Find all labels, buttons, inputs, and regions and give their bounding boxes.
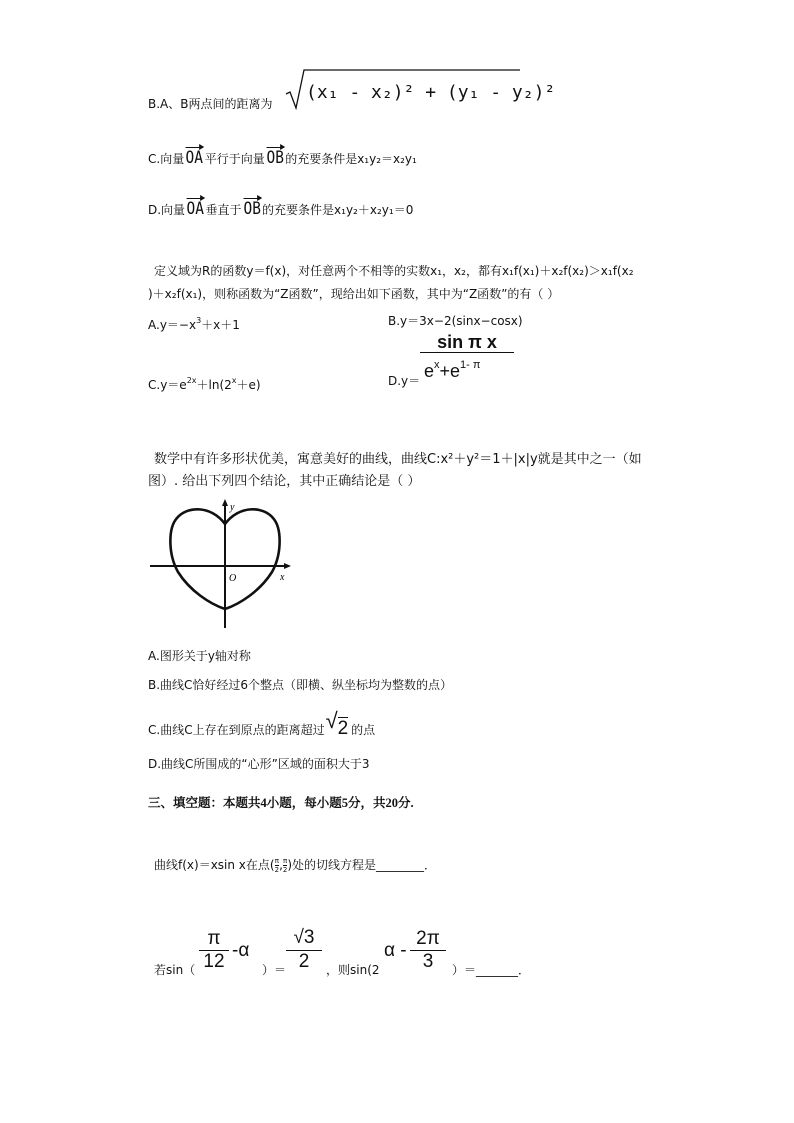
minus-alpha: -α	[232, 940, 250, 961]
option-c: $C.y=e^{2x}+\ln(2^x+e)$	[148, 376, 261, 392]
question-sin-stem: 若sin（	[154, 963, 196, 977]
distance-formula: (x₁ - x₂)² + (y₁ - y₂)²	[306, 82, 556, 103]
fraction-numerator: sin π x	[420, 332, 514, 353]
fraction-denominator: 2	[298, 951, 310, 972]
sqrt-sign-icon: √	[325, 708, 338, 733]
fraction-denominator: $e^x+e^{1- \pi}$	[424, 359, 481, 381]
option-b-distance	[148, 96, 273, 112]
fraction-denominator: 3	[422, 951, 434, 972]
option-a: $A.y=-x^3+x+1$	[148, 316, 240, 332]
y-axis-arrow-icon	[222, 499, 228, 506]
question-heart-curve-stem: 数学中有许多形状优美，寓意美好的曲线，曲线C:x²＋y²＝1＋|x|y就是其中之一（如	[154, 452, 642, 467]
option-b: B.曲线C恰好经过6个整点（即横、纵坐标均为整数的点）	[148, 678, 453, 692]
option-c: C.曲线C上存在到原点的距离超过 √ 2 的点	[148, 708, 376, 739]
vector-ob: OB	[266, 148, 284, 168]
question-z-function-stem-cont: )＋x₂f(x₁)，则称函数为“Z函数”，现给出如下函数，其中为“Z函数”的有（ ）	[148, 287, 560, 301]
y-label: y	[230, 502, 235, 513]
fraction-pi-over-2: $\frac{\pi}{2}$	[274, 857, 280, 874]
fraction-2pi-over-3	[410, 928, 446, 973]
fraction-numerator: √3	[286, 926, 322, 951]
alpha-minus: α -	[384, 940, 407, 961]
fraction-pi-over-2: $\frac{\pi}{2}$	[282, 857, 288, 874]
question-tangent-line: 曲线f(x)＝xsin x在点( $\frac{\pi}{2}$ , $\frac{\pi}{2}$ )处的切线方程是________．	[154, 857, 437, 874]
vector-oa: OA	[185, 148, 204, 168]
option-d: D.y＝	[388, 374, 421, 388]
option-d-perpendicular: D.向量OA 垂直于OB 的充要条件是x₁y₂＋x₂y₁＝0	[148, 199, 414, 219]
heart-curve-figure	[150, 496, 300, 630]
answer-blank: ）＝_______．	[452, 963, 531, 977]
x-axis-arrow-icon	[284, 563, 291, 569]
x-label: x	[280, 572, 285, 583]
fraction-numerator: 2π	[410, 928, 446, 951]
option-a: A.图形关于y轴对称	[148, 649, 251, 663]
fraction-numerator: π	[199, 928, 229, 951]
origin-label: O	[229, 573, 237, 584]
vector-oa: OA	[186, 199, 205, 219]
section-title: 三、填空题：本题共4小题，每小题5分，共20分.	[148, 796, 414, 810]
then-sin: ，则sin(2	[326, 963, 380, 977]
fraction-denominator: 12	[203, 951, 225, 972]
option-c-parallel: C.向量OA 平行于向量OB 的充要条件是x₁y₂＝x₂y₁	[148, 148, 417, 168]
option-b-prefix: B.A、B两点间的距离为	[148, 97, 273, 111]
fraction-root3-over-2	[286, 926, 322, 973]
option-d: D.曲线C所围成的“心形”区域的面积大于3	[148, 757, 370, 771]
sqrt-two: √ 2	[325, 708, 349, 739]
option-b: B.y＝3x−2(sinx−cosx)	[388, 314, 523, 328]
option-d-fraction	[420, 332, 514, 383]
vector-ob: OB	[243, 199, 261, 219]
fraction-pi-over-12	[199, 928, 229, 973]
close-paren-equals: ）＝	[262, 963, 287, 977]
question-heart-curve-stem-cont: 图）. 给出下列四个结论，其中正确结论是（ ）	[148, 474, 421, 489]
question-z-function-stem: 定义域为R的函数y＝f(x)，对任意两个不相等的实数x₁，x₂，都有x₁f(x₁)＋x₂f(x₂)＞x₁f(x₂	[154, 264, 634, 278]
